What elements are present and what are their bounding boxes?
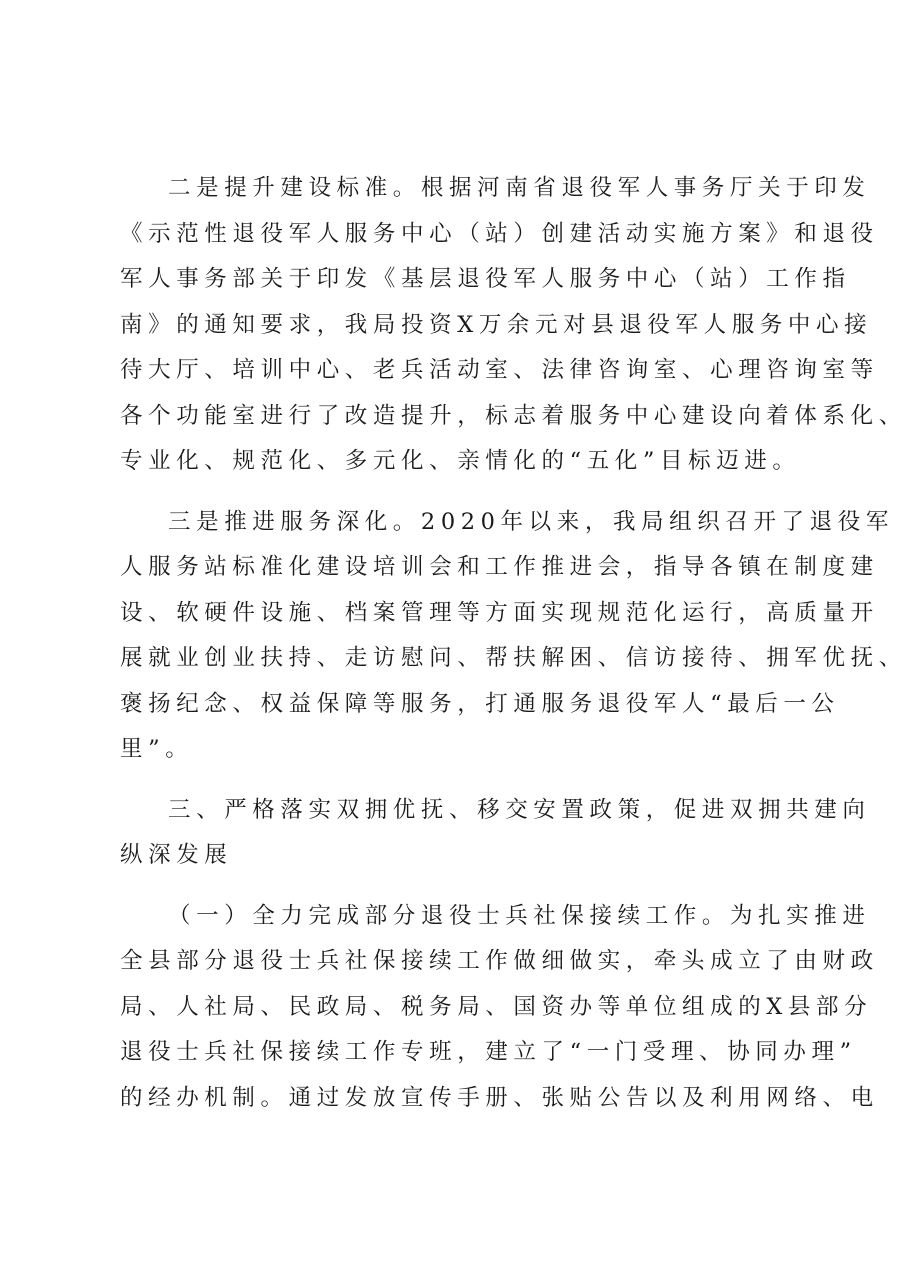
text-line: 局、人社局、民政局、税务局、国资办等单位组成的X县部分 (120, 993, 873, 1020)
text-line: 《示范性退役军人服务中心（站）创建活动实施方案》和退役 (120, 220, 879, 247)
text-line: 三是推进服务深化。2020年以来，我局组织召开了退役军 (168, 508, 894, 535)
text-line: （一）全力完成部分退役士兵社保接续工作。为扎实推进 (168, 902, 871, 929)
text-line: 展就业创业扶持、走访慰问、帮扶解困、信访接待、拥军优抚、 (120, 645, 907, 671)
text-line: 专业化、规范化、多元化、亲情化的“五化”目标迈进。 (120, 448, 801, 474)
text-line: 褒扬纪念、权益保障等服务，打通服务退役军人“最后一公 (120, 690, 840, 717)
text-line: 全县部分退役士兵社保接续工作做细做实，牵头成立了由财政 (120, 948, 879, 974)
text-line: 各个功能室进行了改造提升，标志着服务中心建设向着体系化、 (120, 402, 907, 429)
text-line: 设、软硬件设施、档案管理等方面实现规范化运行，高质量开 (120, 599, 879, 626)
text-line: 军人事务部关于印发《基层退役军人服务中心（站）工作指 (120, 266, 851, 292)
text-line: 南》的通知要求，我局投资X万余元对县退役军人服务中心接 (120, 311, 873, 338)
text-line: 里”。 (120, 736, 194, 762)
document-body (120, 166, 907, 1121)
text-line: 人服务站标准化建设培训会和工作推进会，指导各镇在制度建 (120, 554, 879, 580)
text-line: 三、严格落实双拥优抚、移交安置政策，促进双拥共建向 (168, 796, 871, 823)
text-line: 待大厅、培训中心、老兵活动室、法律咨询室、心理咨询室等 (120, 357, 879, 383)
text-line: 退役士兵社保接续工作专班，建立了“一门受理、协同办理” (120, 1039, 857, 1065)
text-line: 二是提升建设标准。根据河南省退役军人事务厅关于印发 (168, 175, 871, 201)
text-line: 的经办机制。通过发放宣传手册、张贴公告以及利用网络、电 (120, 1084, 879, 1111)
text-line: 纵深发展 (120, 842, 233, 868)
